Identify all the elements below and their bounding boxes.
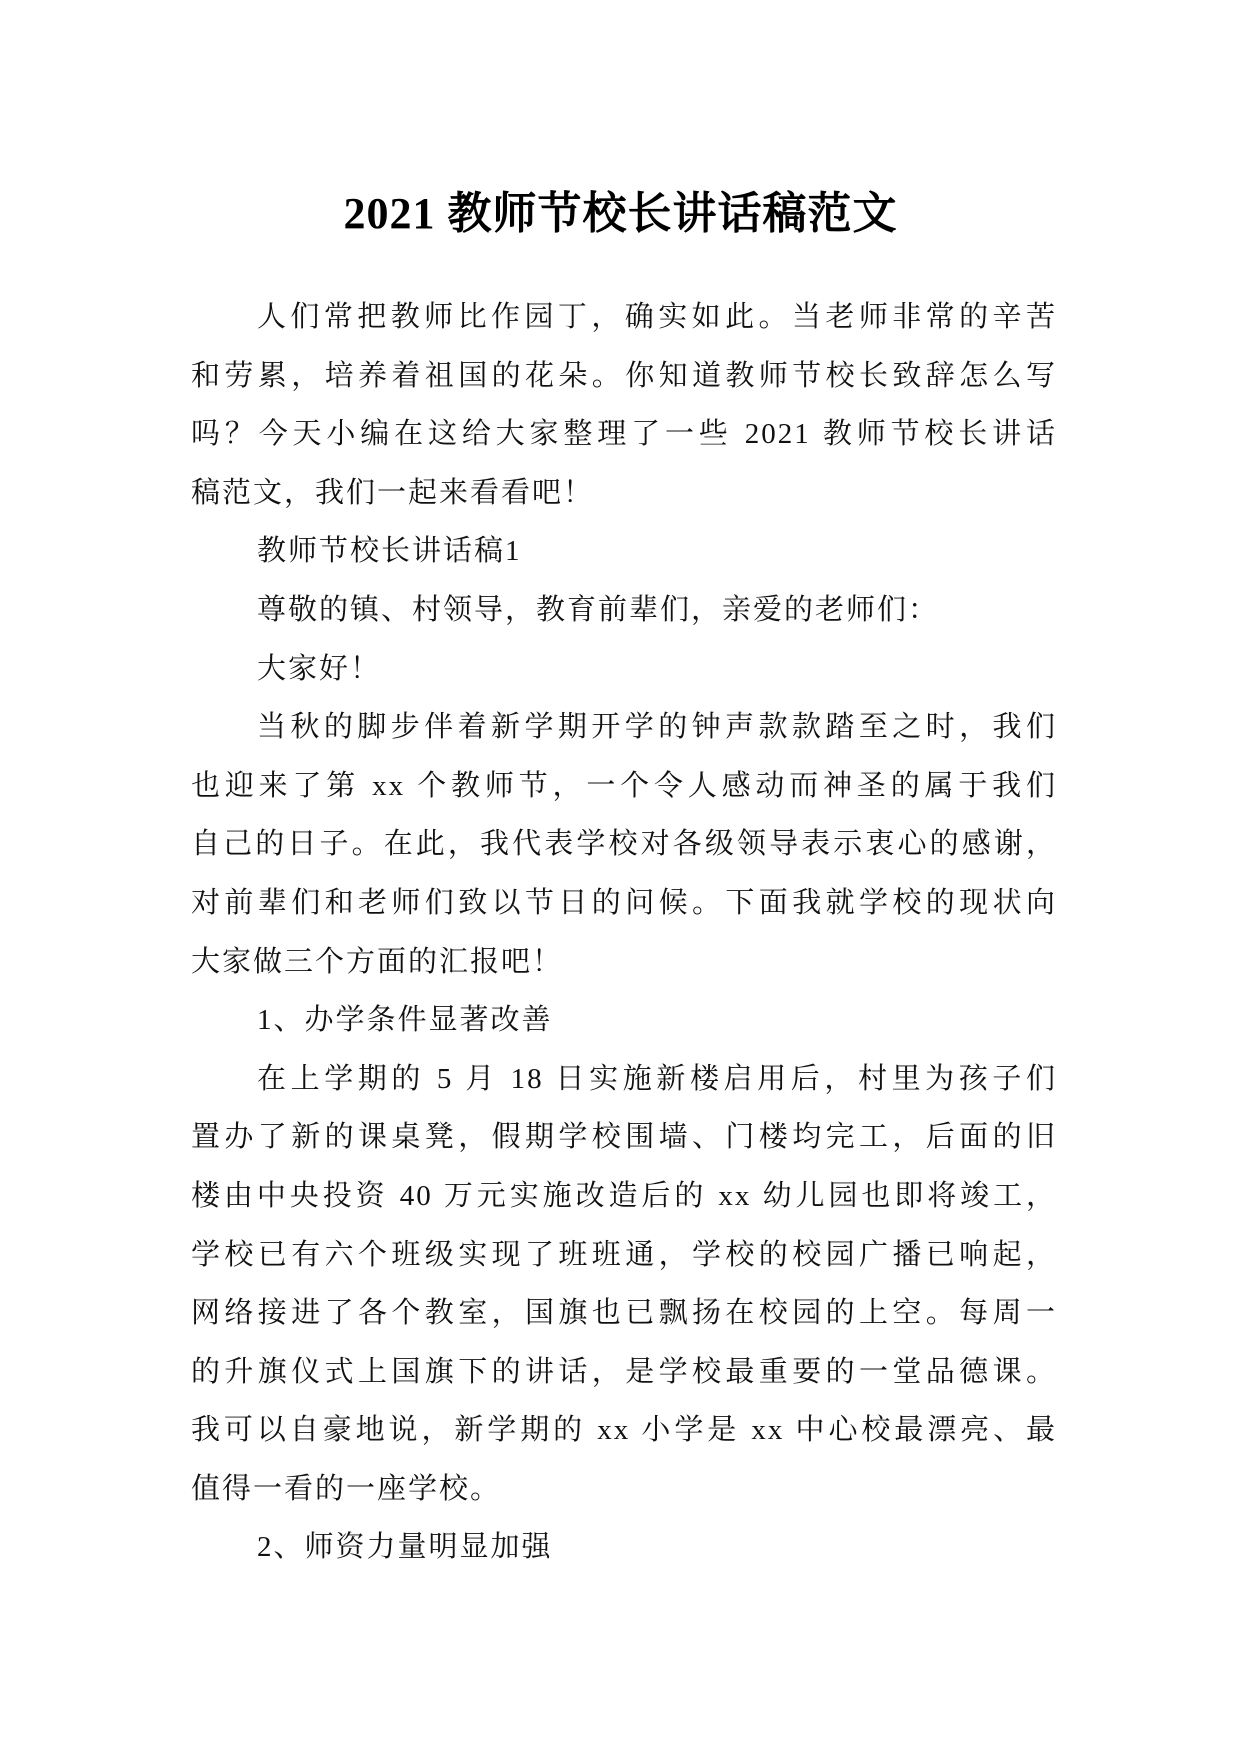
document-body xyxy=(191,288,1057,1577)
text-line: 1、办学条件显著改善 xyxy=(257,1004,553,1037)
text-line: 对前辈们和老师们致以节日的问候。下面我就学校的现状向 xyxy=(191,886,1057,919)
section-heading-1 xyxy=(191,991,1057,1050)
text-line: 大家好！ xyxy=(257,652,382,685)
greeting xyxy=(191,640,1057,699)
text-line: 和劳累，培养着祖国的花朵。你知道教师节校长致辞怎么写 xyxy=(191,359,1057,392)
document-title: 2021 教师节校长讲话稿范文 xyxy=(343,189,898,239)
text-line: 教师节校长讲话稿1 xyxy=(257,535,522,568)
text-line: 也迎来了第 xx 个教师节，一个令人感动而神圣的属于我们 xyxy=(191,769,1057,802)
section-heading-2 xyxy=(191,1518,1057,1577)
text-line: 的升旗仪式上国旗下的讲话，是学校最重要的一堂品德课。 xyxy=(191,1355,1057,1388)
text-line: 2、师资力量明显加强 xyxy=(257,1531,553,1564)
text-line: 值得一看的一座学校。 xyxy=(191,1472,502,1505)
opening-paragraph xyxy=(191,698,1057,991)
text-line: 楼由中央投资 40 万元实施改造后的 xx 幼儿园也即将竣工， xyxy=(191,1179,1057,1212)
text-line: 人们常把教师比作园丁，确实如此。当老师非常的辛苦 xyxy=(257,301,1057,333)
text-line: 网络接进了各个教室，国旗也已飘扬在校园的上空。每周一 xyxy=(191,1297,1057,1330)
text-line: 当秋的脚步伴着新学期开学的钟声款款踏至之时，我们 xyxy=(257,711,1057,744)
text-line: 在上学期的 5 月 18 日实施新楼启用后，村里为孩子们 xyxy=(257,1062,1057,1095)
text-line: 自己的日子。在此，我代表学校对各级领导表示衷心的感谢， xyxy=(191,828,1057,861)
intro-paragraph xyxy=(191,288,1057,522)
text-line: 大家做三个方面的汇报吧！ xyxy=(191,945,564,978)
text-line: 吗？今天小编在这给大家整理了一些 2021 教师节校长讲话 xyxy=(191,418,1057,451)
text-line: 置办了新的课桌凳，假期学校围墙、门楼均完工，后面的旧 xyxy=(191,1121,1057,1154)
text-line: 尊敬的镇、村领导，教育前辈们，亲爱的老师们： xyxy=(257,593,940,626)
salutation xyxy=(191,581,1057,640)
text-line: 我可以自豪地说，新学期的 xx 小学是 xx 中心校最漂亮、最 xyxy=(191,1414,1057,1447)
section-1-paragraph xyxy=(191,1050,1057,1519)
text-line: 稿范文，我们一起来看看吧！ xyxy=(191,476,595,509)
speech-heading xyxy=(191,522,1057,581)
text-line: 学校已有六个班级实现了班班通，学校的校园广播已响起， xyxy=(191,1238,1057,1271)
